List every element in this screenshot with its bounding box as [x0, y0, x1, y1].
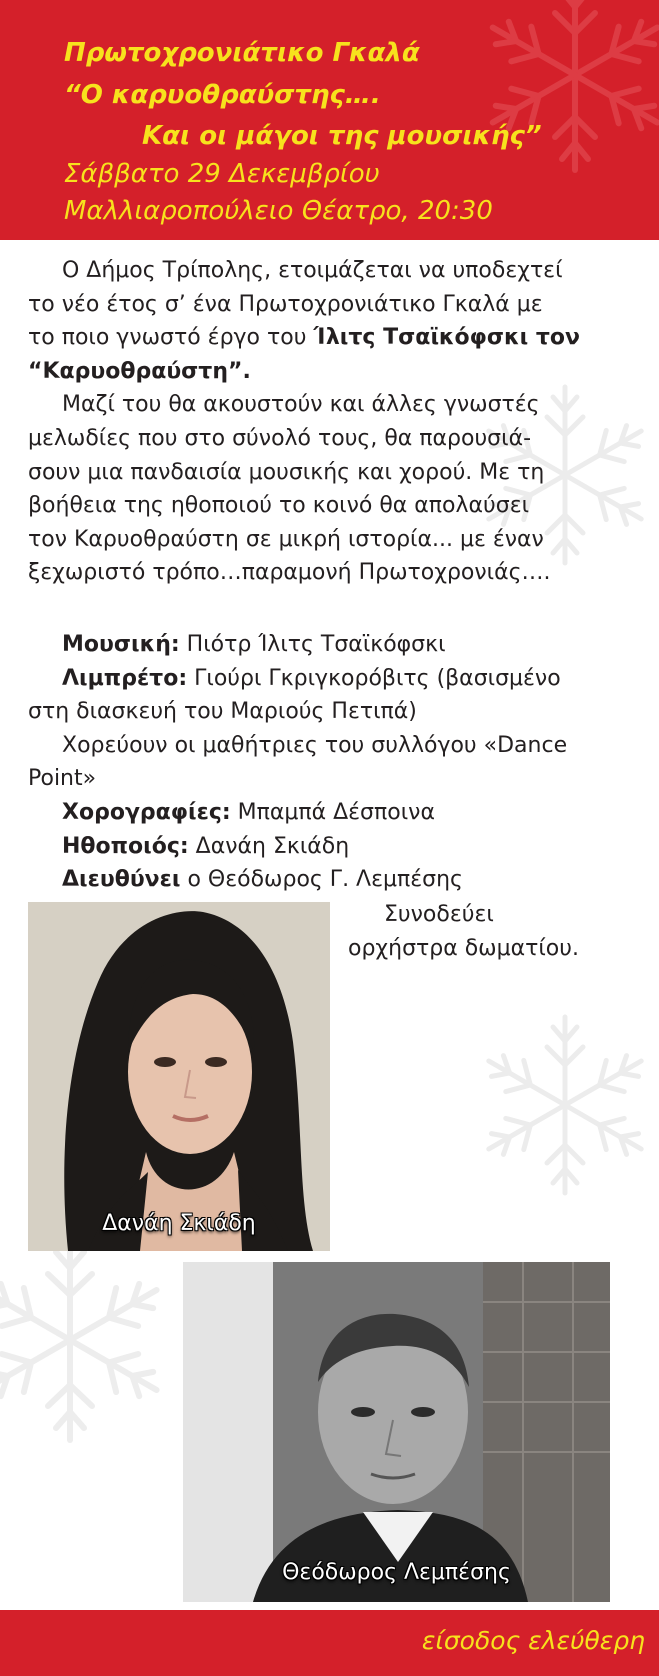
credit-label: Μουσική:: [62, 632, 180, 657]
credit-dance: Point»: [28, 766, 97, 792]
credit-label: Ηθοποιός:: [62, 833, 189, 859]
text-line: Συνοδεύει: [384, 902, 494, 927]
work-title: “Καρυοθραύστη”.: [28, 358, 251, 384]
conductor-portrait-image: [183, 1262, 610, 1602]
text-line: το νέο έτος σ’ ένα Πρωτοχρονιάτικο Γκαλά με: [28, 291, 543, 317]
credit-dance: Χορεύουν οι μαθήτριες του συλλόγου «Dance: [62, 732, 568, 758]
event-venue: Μαλλιαροπούλειο Θέατρο, 20:30: [64, 196, 493, 226]
credit-label: Λιμπρέτο:: [62, 665, 188, 691]
snowflake-decoration: [470, 1010, 659, 1200]
credit-value: Δανάη Σκιάδη: [188, 833, 350, 859]
credit-conductor: [28, 863, 638, 897]
credit-actress: [28, 830, 638, 864]
text-line: μελωδίες που στο σύνολό τους, θα παρουσιά-: [28, 425, 532, 451]
orchestra-note: [348, 898, 638, 965]
footer-banner: [0, 1610, 659, 1676]
credit-label: Διευθύνει: [62, 867, 181, 893]
actress-caption: Δανάη Σκιάδη: [102, 1211, 256, 1236]
event-date: Σάββατο 29 Δεκεμβρίου: [64, 159, 380, 189]
credit-choreography: [28, 796, 638, 830]
credits-list: [28, 628, 638, 897]
text-line: τον Καρυοθραύστη σε μικρή ιστορία... με έναν: [28, 526, 544, 552]
credit-value: Γιούρι Γκριγκορόβιτς (βασισμένο: [187, 665, 561, 691]
snowflake-icon: [470, 0, 659, 180]
text-span: το ποιο γνωστό έργο του: [28, 325, 314, 351]
actress-photo: [28, 902, 330, 1251]
text-line: Μαζί του θα ακουστούν και άλλες γνωστές: [62, 392, 540, 418]
credit-value: ο Θεόδωρος Γ. Λεμπέσης: [180, 867, 463, 893]
text-line: ορχήστρα δωματίου.: [348, 935, 579, 961]
credit-libretto: [28, 662, 638, 696]
text-line: σουν μια πανδαισία μουσικής και χορού. Με τη: [28, 459, 545, 485]
event-title: Πρωτοχρονιάτικο Γκαλά: [64, 38, 420, 68]
credit-music: [28, 628, 638, 662]
conductor-photo: [183, 1262, 610, 1602]
credit-value: Πιότρ Ίλιτς Τσαϊκόφσκι: [179, 632, 446, 657]
text-line: ξεχωριστό τρόπο…παραμονή Πρωτοχρονιάς….: [28, 560, 551, 586]
snowflake-decoration: [0, 1230, 180, 1450]
free-entry-text: είσοδος ελεύθερη: [421, 1626, 645, 1655]
text-line: [28, 321, 638, 355]
event-subtitle-line1: “Ο καρυοθραύστης….: [64, 80, 381, 110]
event-subtitle-line2: Και οι μάγοι της μουσικής”: [142, 121, 542, 151]
text-line: [28, 355, 638, 389]
credit-label: Χορογραφίες:: [62, 799, 231, 825]
credit-value: Μπαμπά Δέσποινα: [230, 799, 435, 825]
header-banner: [0, 0, 659, 240]
text-line: βοήθεια της ηθοποιού το κοινό θα απολαύσει: [28, 493, 530, 519]
composer-name: Ίλιτς Τσαϊκόφσκι τον: [313, 325, 580, 351]
text-line: Ο Δήμος Τρίπολης, ετοιμάζεται να υποδεχτεί: [62, 258, 563, 283]
intro-text: [28, 254, 638, 590]
actress-portrait-image: [28, 902, 330, 1251]
credit-value: στη διασκευή του Μαριούς Πετιπά): [28, 699, 417, 725]
conductor-caption: Θεόδωρος Λεμπέσης: [282, 1560, 511, 1585]
